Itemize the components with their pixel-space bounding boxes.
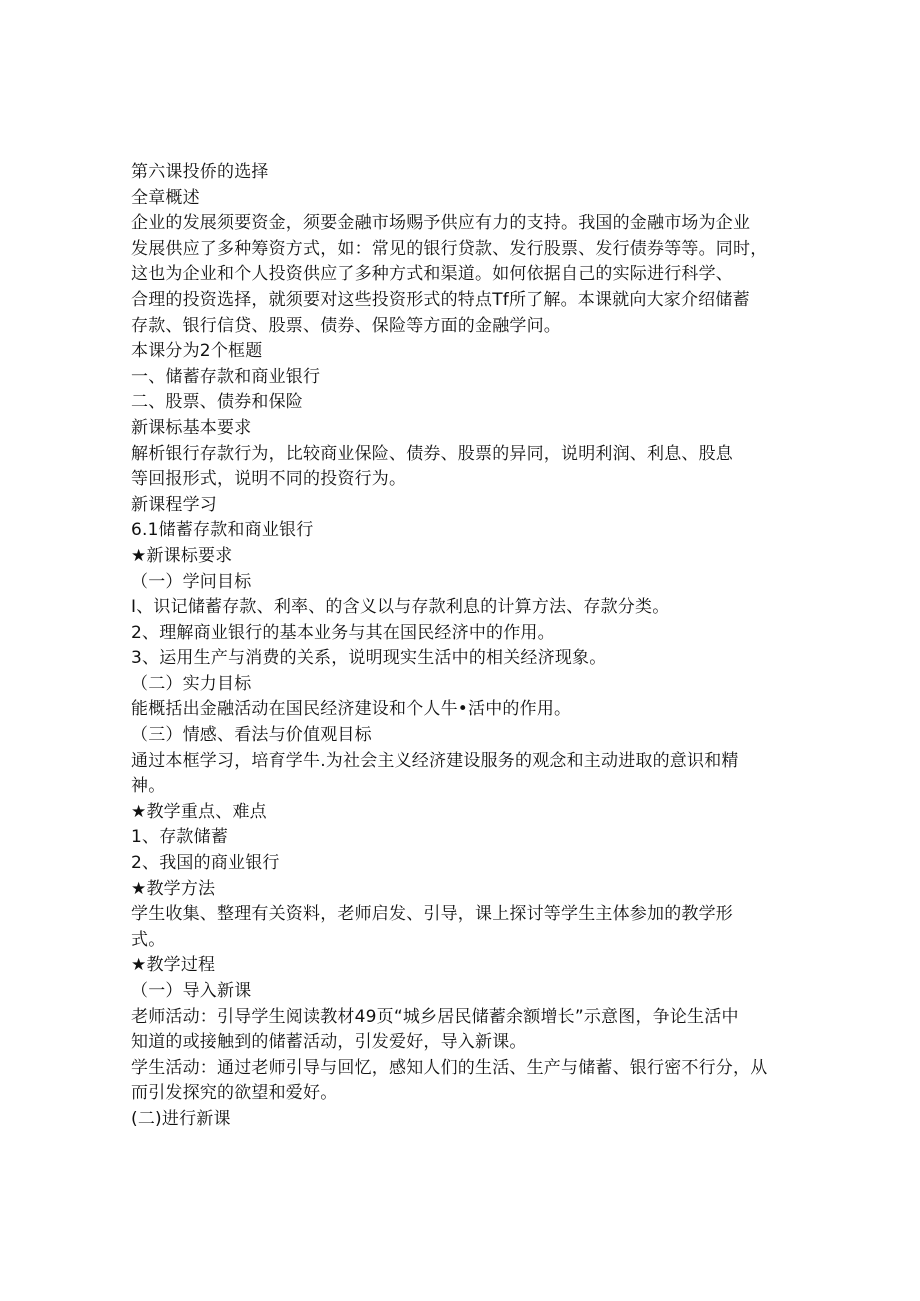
topic-item-2: 二、股票、债券和保险 — [131, 392, 303, 413]
standards-text-line-2: 等回报形式，说明不同的投资行为。 — [131, 469, 407, 490]
topic-item-1: 一、储蓄存款和商业银行 — [131, 366, 321, 387]
knowledge-goal-heading: （一）学问目标 — [131, 571, 252, 592]
topics-heading: 本课分为2个框题 — [131, 341, 263, 362]
teacher-activity-line-2: 知道的或接触到的储蓄活动，引发爱好，导入新课。 — [131, 1032, 527, 1053]
section-heading: 6.1储蓄存款和商业银行 — [131, 520, 314, 541]
new-course-heading: 新课程学习 — [131, 494, 217, 515]
student-activity-line-1: 学生活动：通过老师引导与回忆，感知人们的生活、生产与储蓄、银行密不行分，从 — [131, 1057, 768, 1078]
intro-heading: （一）导入新课 — [131, 981, 252, 1001]
overview-text-line-5: 存款、银行信贷、股票、债券、保险等方面的金融学问。 — [131, 315, 561, 336]
standards-heading: 新课标基本要求 — [131, 417, 252, 438]
values-goal-heading: （三）情感、看法与价值观目标 — [131, 725, 372, 746]
values-goal-text-line-1: 通过本框学习，培育学牛.为社会主义经济建设服务的观念和主动进取的意识和精 — [131, 750, 739, 771]
overview-text-line-3: 这也为企业和个人投资供应了多种方式和渠道。如何依据自己的实际进行科学、 — [131, 264, 733, 285]
teaching-method-text-line-1: 学生收集、整理有关资料，老师启发、引导，课上探讨等学生主体参加的教学形 — [131, 904, 733, 925]
knowledge-goal-item-1: I、识记储蓄存款、利率、的含义以与存款利息的计算方法、存款分类。 — [131, 597, 670, 618]
values-goal-text-line-2: 神。 — [131, 776, 166, 797]
teaching-process-heading: ★教学过程 — [131, 955, 216, 976]
document-body — [131, 160, 796, 1133]
teaching-method-text-line-2: 式。 — [131, 929, 166, 950]
chapter-overview-heading: 全章概述 — [131, 187, 200, 208]
knowledge-goal-item-3: 3、运用生产与消费的关系，说明现实生活中的相关经济现象。 — [131, 648, 607, 669]
teaching-method-heading: ★教学方法 — [131, 878, 216, 899]
key-point-item-1: 1、存款储蓄 — [131, 827, 229, 848]
requirements-heading: ★新课标要求 — [131, 545, 233, 566]
knowledge-goal-item-2: 2、理解商业银行的基本业务与其在国民经济中的作用。 — [131, 622, 555, 643]
overview-text-line-4: 合理的投资选择，就须要对这些投资形式的特点Tf所了解。本课就向大家介绍储蓄 — [131, 289, 750, 310]
teacher-activity-line-1: 老师活动：引导学生阅读教材49页“城乡居民储蓄余额增长”示意图，争论生活中 — [131, 1006, 739, 1027]
ability-goal-heading: （二）实力目标 — [131, 673, 252, 694]
key-point-item-2: 2、我国的商业银行 — [131, 853, 280, 874]
key-points-heading: ★教学重点、难点 — [131, 801, 267, 822]
new-lesson-heading: (二)进行新课 — [131, 1108, 231, 1129]
student-activity-line-2: 而引发探究的欲望和爱好。 — [131, 1083, 338, 1104]
overview-text-line-1: 企业的发展须要资金，须要金融市场赐予供应有力的支持。我国的金融市场为企业 — [131, 213, 751, 234]
standards-text-line-1: 解析银行存款行为，比较商业保险、债券、股票的异同，说明利润、利息、股息 — [131, 443, 733, 464]
ability-goal-text: 能概括出金融活动在国民经济建设和个人牛•活中的作用。 — [131, 699, 572, 720]
overview-text-line-2: 发展供应了多种筹资方式，如：常见的银行贷款、发行股票、发行债券等等。同时， — [131, 238, 768, 259]
lesson-title: 第六课投侨的选择 — [131, 162, 269, 182]
